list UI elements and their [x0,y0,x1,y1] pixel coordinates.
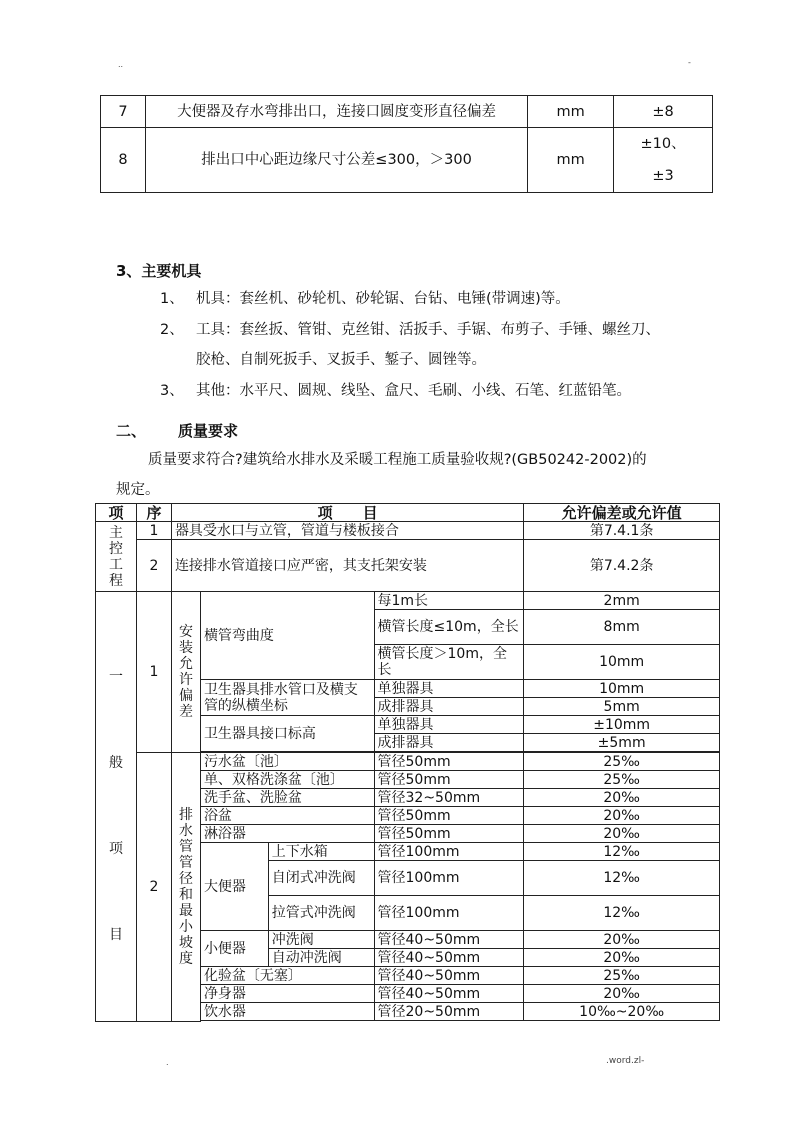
row-value: 10mm [524,645,720,680]
row-subtype: 上下水箱 [268,843,374,861]
footer-right-text: .word.zl- [606,1056,645,1066]
row-name: 淋浴器 [200,825,374,843]
section-3-title: 3、主要机具 [116,262,202,280]
row-item: 排出口中心距边缘尺寸公差≤300，＞300 [145,128,527,193]
row-value-line: ±10、 [640,136,686,152]
general-group-char: 般 [108,755,123,772]
row-pipe: 管径50mm [374,825,524,843]
row-name: 横管弯曲度 [200,592,374,680]
table-row [96,753,720,771]
row-condition: 单独器具 [374,716,524,734]
row-value: 2mm [524,592,720,610]
row-pipe: 管径100mm [374,843,524,861]
row-value: 12‰ [524,861,720,896]
row-pipe: 管径50mm [374,771,524,789]
row-value-line: ±3 [652,168,674,184]
list-item-continuation: 胶枪、自制死扳手、叉扳手、錾子、圆锉等。 [196,352,486,368]
paragraph-line: 规定。 [116,482,160,498]
row-number: 1 [136,522,171,540]
row-unit: mm [528,96,614,128]
row-condition: 横管长度≤10m，全长 [374,610,524,645]
row-number: 7 [101,96,146,128]
header-right-mark: - [688,58,691,67]
group-label: 安装允许偏差 [171,592,200,753]
row-subtype: 拉管式冲洗阀 [268,896,374,931]
row-subtype: 冲洗阀 [268,931,374,949]
row-pipe: 管径40~50mm [374,949,524,967]
row-number: 8 [101,128,146,193]
row-condition: 横管长度＞10m，全长 [374,645,524,680]
row-subtype: 自闭式冲洗阀 [268,861,374,896]
row-item: 连接排水管道接口应严密，其支托架安装 [171,540,523,592]
row-value: 20‰ [524,931,720,949]
row-name: 化验盆〔无塞〕 [200,967,374,985]
row-value: 20‰ [524,985,720,1003]
row-name: 单、双格洗涤盆〔池〕 [200,771,374,789]
row-condition: 单独器具 [374,680,524,698]
list-number: 1、 [160,291,184,307]
row-value: 12‰ [524,896,720,931]
row-name: 浴盆 [200,807,374,825]
table-header-row [96,504,720,522]
row-condition: 成排器具 [374,698,524,716]
row-value: 第7.4.1条 [524,522,720,540]
row-value: 20‰ [524,807,720,825]
row-condition: 每1m长 [374,592,524,610]
main-control-group-label: 主控工程 [96,522,137,592]
paragraph-line: 质量要求符合?建筑给水排水及采暖工程施工质量验收规?(GB50242-2002)的 [148,452,647,468]
row-name: 小便器 [200,931,268,967]
row-value: 10mm [524,680,720,698]
general-group-char: 一 [108,669,123,686]
row-pipe: 管径50mm [374,753,524,771]
general-group-char: 项 [108,841,123,858]
general-group-label [96,592,137,1022]
row-value: 25‰ [524,771,720,789]
row-name: 污水盆〔池〕 [200,753,374,771]
row-name: 净身器 [200,985,374,1003]
row-value: 5mm [524,698,720,716]
list-text: 工具：套丝扳、管钳、克丝钳、活扳手、手锯、布剪子、手锤、螺丝刀、 [196,322,660,338]
row-pipe: 管径100mm [374,896,524,931]
list-text: 其他：水平尺、圆规、线坠、盒尺、毛刷、小线、石笔、红蓝铅笔。 [196,383,631,399]
footer-left-mark: . [166,1058,169,1067]
table-row [101,96,713,128]
row-item: 器具受水口与立管，管道与楼板接合 [171,522,523,540]
quality-requirement-table [95,503,720,1022]
list-number: 3、 [160,383,184,399]
table-row [96,540,720,592]
row-pipe: 管径40~50mm [374,967,524,985]
row-value [614,128,713,193]
row-value: ±10mm [524,716,720,734]
row-value: ±8 [614,96,713,128]
row-pipe: 管径32~50mm [374,789,524,807]
section-2-number: 二、 [116,422,147,440]
row-value: ±5mm [524,734,720,752]
row-name: 大便器 [200,843,268,931]
list-text: 机具：套丝机、砂轮机、砂轮锯、台钻、电锤(带调速)等。 [196,291,570,307]
list-item [160,376,631,406]
row-subtype: 自动冲洗阀 [268,949,374,967]
list-number: 2、 [160,322,184,338]
general-group-char: 目 [108,927,123,944]
row-name: 洗手盆、洗脸盆 [200,789,374,807]
header-category: 项 [96,504,137,522]
row-number: 2 [136,540,171,592]
row-pipe: 管径20~50mm [374,1003,524,1021]
row-value: 20‰ [524,789,720,807]
row-value: 第7.4.2条 [524,540,720,592]
row-condition: 成排器具 [374,734,524,752]
row-pipe: 管径100mm [374,861,524,896]
section-2-heading [116,420,238,441]
row-value: 20‰ [524,949,720,967]
table-row [101,128,713,193]
row-name: 饮水器 [200,1003,374,1021]
group-number: 1 [136,592,171,753]
row-value: 20‰ [524,825,720,843]
section-2-title: 质量要求 [178,422,239,440]
list-item [160,315,660,345]
row-value: 10‰~20‰ [524,1003,720,1021]
group-number: 2 [136,753,171,1022]
row-name: 卫生器具排水管口及横支管的纵横坐标 [200,680,374,716]
header-sequence: 序 [136,504,171,522]
deviation-table-continued [100,95,713,193]
group-label: 排水管管径和最小坡度 [171,753,200,1022]
row-value: 25‰ [524,753,720,771]
row-value: 8mm [524,610,720,645]
row-pipe: 管径50mm [374,807,524,825]
row-pipe: 管径40~50mm [374,931,524,949]
row-value: 25‰ [524,967,720,985]
row-name: 卫生器具接口标高 [200,716,374,752]
table-row [96,522,720,540]
row-item: 大便器及存水弯排出口，连接口圆度变形直径偏差 [145,96,527,128]
header-item: 项 目 [171,504,523,522]
row-pipe: 管径40~50mm [374,985,524,1003]
header-allowance: 允许偏差或允许值 [524,504,720,522]
list-item [160,284,570,314]
table-row [96,592,720,610]
header-left-mark: .. [118,60,124,69]
row-value: 12‰ [524,843,720,861]
row-unit: mm [528,128,614,193]
